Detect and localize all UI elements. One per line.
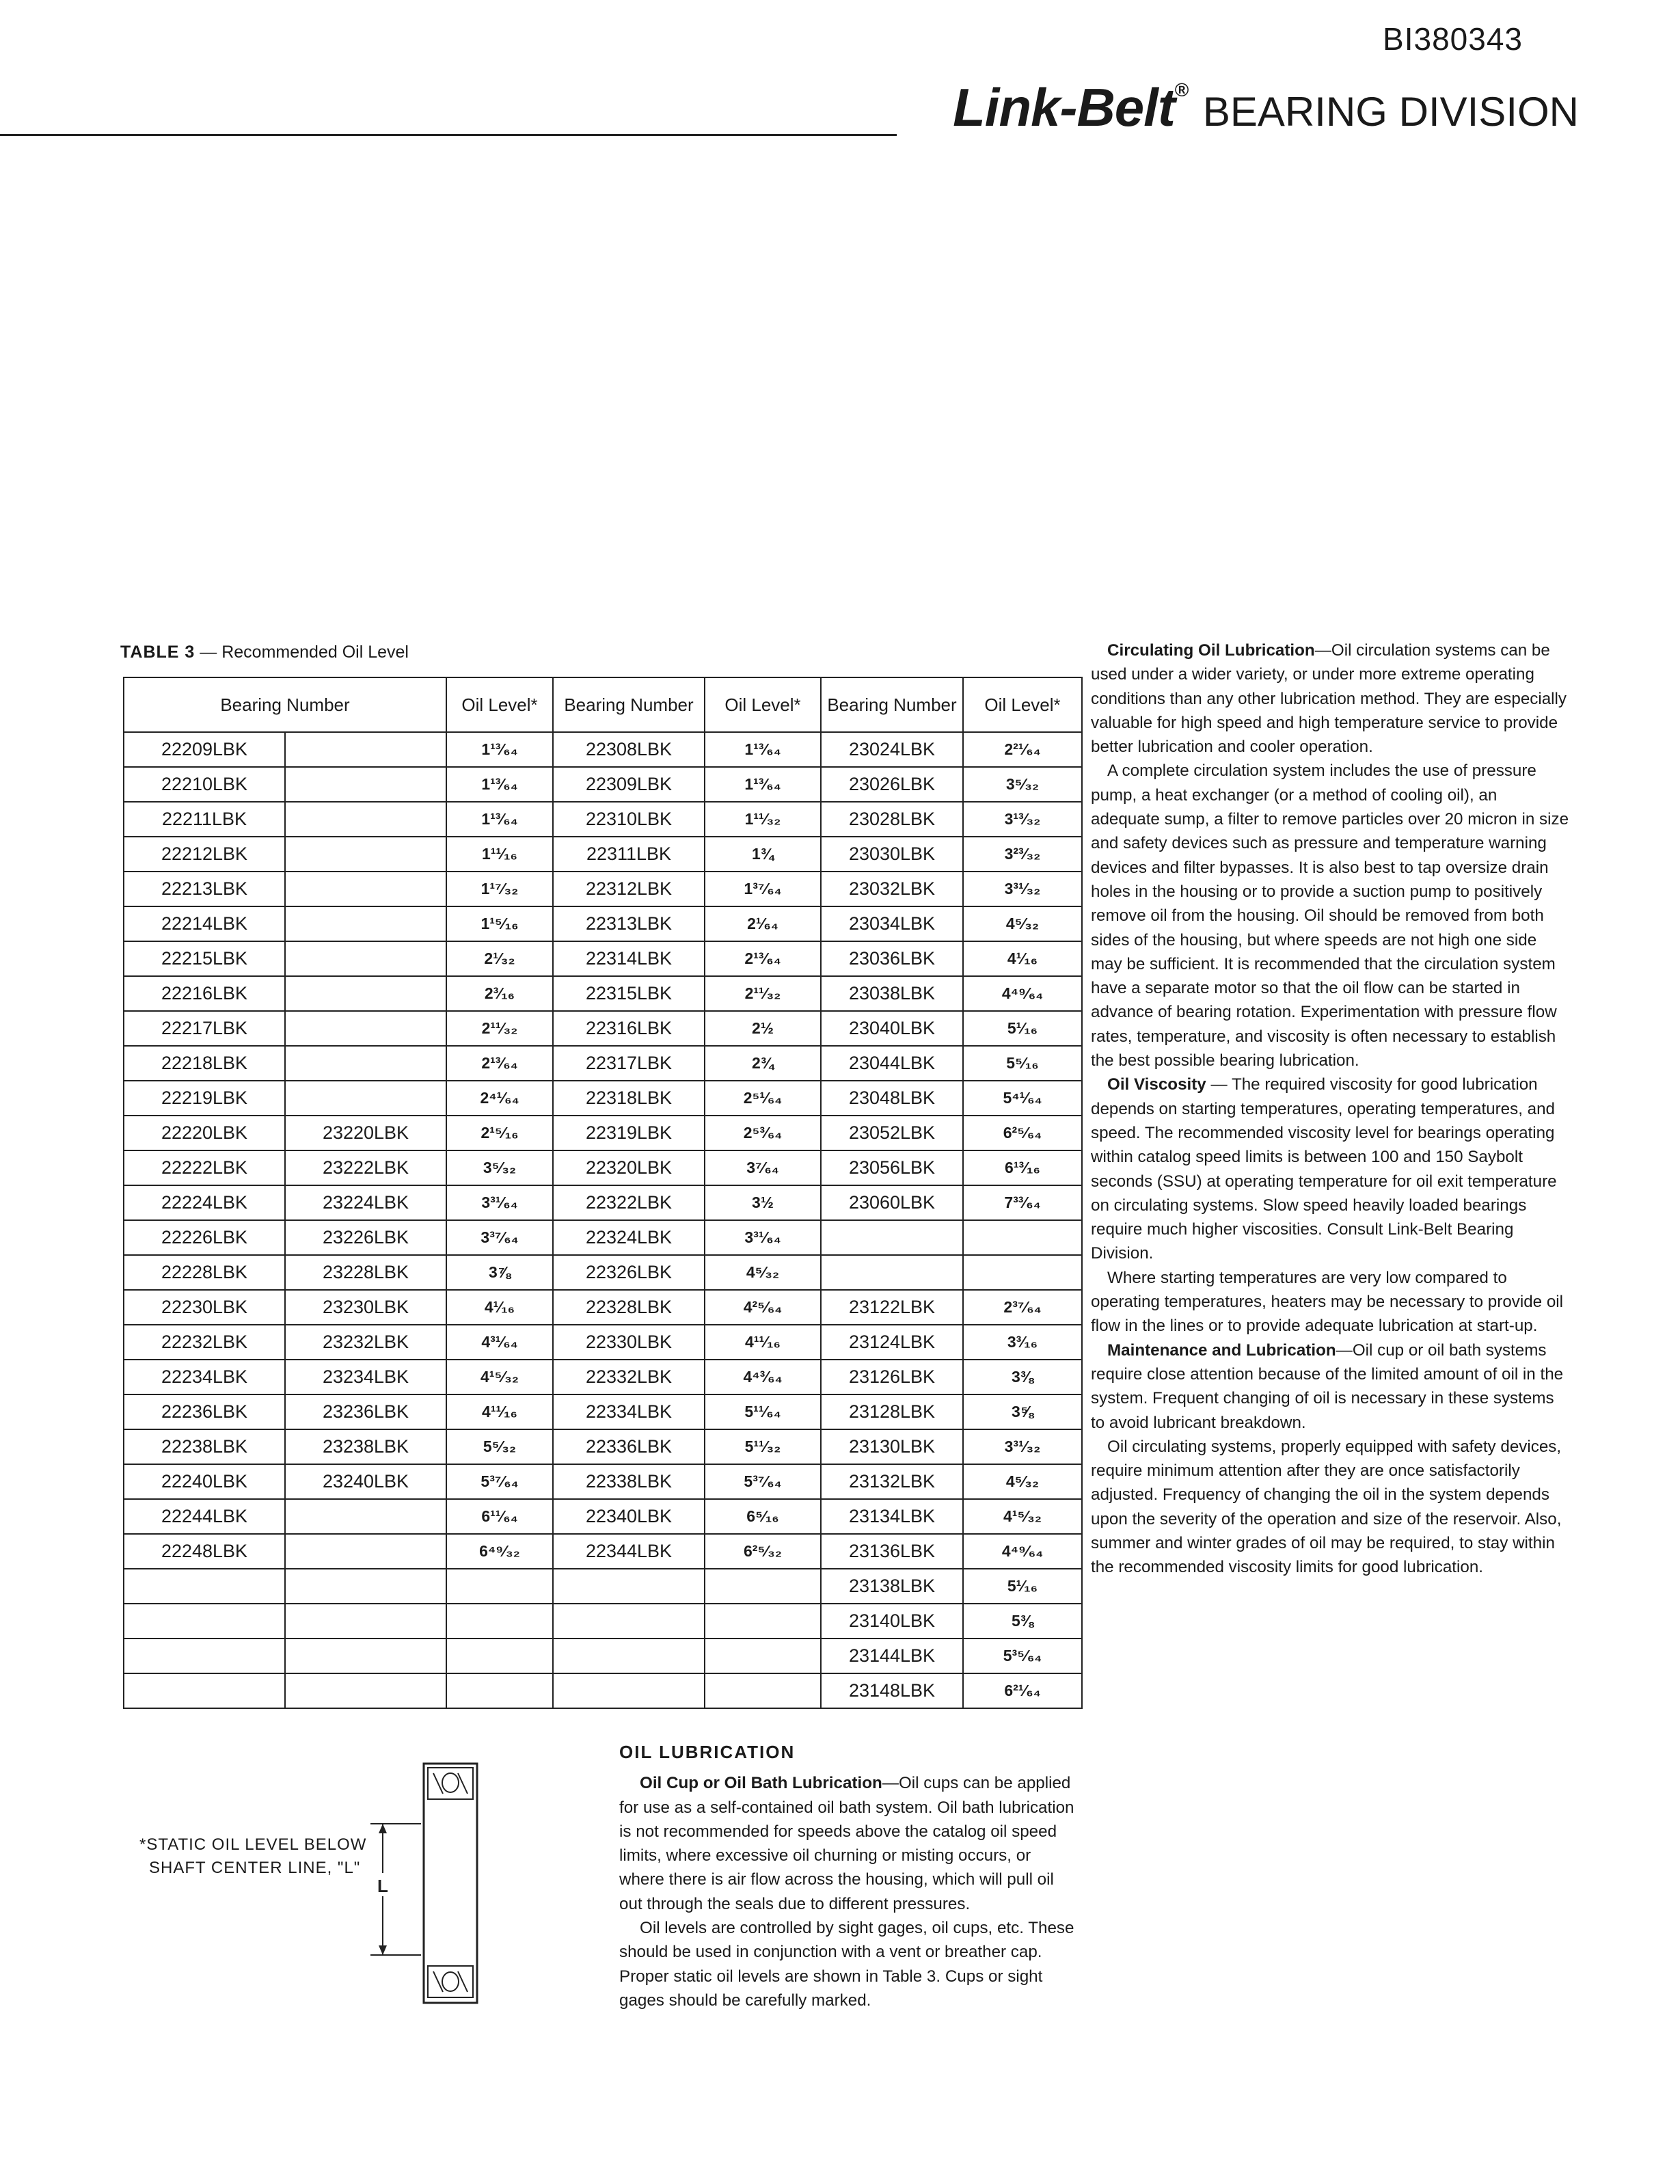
table-row (124, 1360, 1082, 1394)
oil-cup-text: —Oil cups can be applied for use as a self-contained oil bath system. Oil bath lubrication is not recommended for speeds above the catalog oil speed limits, where excessive oil churning or misting occurs, or where there is air flow across the housing, which will pull oil out through the seals due to different pressures. (619, 1774, 1074, 1913)
bearing-number-cell (553, 1604, 705, 1639)
bearing-number-cell: 23128LBK (821, 1394, 963, 1429)
bearing-number-cell: 22228LBK (124, 1255, 285, 1290)
table-row (124, 1673, 1082, 1708)
bearing-number-cell: 23026LBK (821, 767, 963, 802)
bearing-number-cell: 23140LBK (821, 1604, 963, 1639)
static-oil-note-line2: SHAFT CENTER LINE, "L" (149, 1859, 361, 1877)
bearing-number-cell (285, 1046, 446, 1081)
oil-level-cell: 3³¹⁄₃₂ (963, 872, 1082, 906)
bearing-number-cell: 22322LBK (553, 1185, 705, 1220)
bearing-number-cell: 23036LBK (821, 941, 963, 976)
circulating-heading: Circulating Oil Lubrication (1107, 641, 1315, 660)
circulation-system-paragraph: A complete circulation system includes the use of pressure pump, a heat exchanger (or a method of cooling oil), an adequate sump, a filter to remove particles over 20 micron in size and safety devices such as pressure and temperature warning devices and filter bypasses. It is also best to tap oversize drain holes in the housing or to provide a suction pump to positively remove oil from the housing. Oil should be removed from both sides of the housing, but where speeds are not high one side may be sufficient. It is recommended that the circulation system have a separate motor so that the oil flow can be started in advance of bearing rotation. Experimentation with pressure flow rates, temperature, and viscosity is often necessary to establish the best possible bearing lubrication. (1091, 761, 1569, 1070)
bearing-number-cell: 23236LBK (285, 1394, 446, 1429)
bearing-number-cell (285, 1639, 446, 1673)
table-row (124, 1081, 1082, 1116)
oil-level-cell: 5³⁷⁄₆₄ (705, 1464, 821, 1499)
bearing-number-cell: 23234LBK (285, 1360, 446, 1394)
oil-level-cell (705, 1604, 821, 1639)
viscosity-heading: Oil Viscosity (1107, 1075, 1206, 1094)
circulating-text: —Oil circulation systems can be used under a wider variety, or under more extreme operating conditions than any other lubrication method. They are especially valuable for high speed and high temperature service to provide better lubrication and cooler operation. (1091, 641, 1567, 757)
oil-level-cell: 4⁵⁄₃₂ (963, 906, 1082, 941)
bearing-number-cell: 22313LBK (553, 906, 705, 941)
oil-level-cell: 2³⁄₁₆ (446, 976, 553, 1011)
oil-level-cell: 4¹⁵⁄₃₂ (446, 1360, 553, 1394)
oil-level-cell: 1¹³⁄₆₄ (446, 802, 553, 837)
starting-temp-paragraph: Where starting temperatures are very low compared to operating temperatures, heaters may be necessary to provide oil flow in the lines or to provide adequate lubrication at start-up. (1091, 1268, 1564, 1336)
table-header-row (124, 677, 1082, 732)
bearing-number-cell: 23032LBK (821, 872, 963, 906)
oil-level-cell: 1¹³⁄₆₄ (705, 767, 821, 802)
bearing-number-cell: 23124LBK (821, 1325, 963, 1360)
oil-level-cell: 4¹¹⁄₁₆ (705, 1325, 821, 1360)
bearing-number-cell: 22217LBK (124, 1011, 285, 1046)
bearing-number-cell (821, 1255, 963, 1290)
bearing-number-cell: 23024LBK (821, 732, 963, 767)
oil-level-cell: 5¹⁄₁₆ (963, 1569, 1082, 1604)
bearing-number-cell: 22330LBK (553, 1325, 705, 1360)
oil-level-cell: 3³¹⁄₃₂ (963, 1429, 1082, 1464)
bearing-number-cell: 22214LBK (124, 906, 285, 941)
oil-level-cell: 2²¹⁄₆₄ (963, 732, 1082, 767)
oil-level-cell (705, 1673, 821, 1708)
bearing-number-cell: 23028LBK (821, 802, 963, 837)
oil-level-cell: 6²⁵⁄₆₄ (963, 1116, 1082, 1150)
oil-level-cell (446, 1639, 553, 1673)
bearing-number-cell (285, 837, 446, 872)
bearing-number-cell (553, 1673, 705, 1708)
table-row (124, 1394, 1082, 1429)
bearing-number-cell: 23048LBK (821, 1081, 963, 1116)
oil-level-cell: 1¹⁵⁄₁₆ (446, 906, 553, 941)
oil-level-cell (963, 1255, 1082, 1290)
bearing-number-cell: 23060LBK (821, 1185, 963, 1220)
bearing-number-cell: 22224LBK (124, 1185, 285, 1220)
oil-level-cell: 3²³⁄₃₂ (963, 837, 1082, 872)
bearing-number-cell: 22314LBK (553, 941, 705, 976)
bearing-cross-section-diagram (362, 1757, 499, 2017)
header-oil-level-2: Oil Level* (705, 677, 821, 732)
oil-level-cell: 3³¹⁄₆₄ (705, 1220, 821, 1255)
bearing-number-cell: 22216LBK (124, 976, 285, 1011)
oil-level-cell: 2¹⁄₆₄ (705, 906, 821, 941)
bearing-number-cell: 22234LBK (124, 1360, 285, 1394)
oil-cup-heading: Oil Cup or Oil Bath Lubrication (640, 1774, 882, 1793)
oil-level-cell: 3⁷⁄₆₄ (705, 1150, 821, 1185)
doc-id: BI380343 (1383, 21, 1523, 57)
maintenance-text: —Oil cup or oil bath systems require close attention because of the limited amount of oil in the system. Frequent changing of oil is necessary in these systems to avoid lubricant breakdown. (1091, 1340, 1564, 1432)
oil-level-cell: 3³¹⁄₆₄ (446, 1185, 553, 1220)
table-row (124, 1464, 1082, 1499)
oil-level-cell: 1¹³⁄₆₄ (705, 732, 821, 767)
table-row (124, 837, 1082, 872)
oil-level-cell: 2¹⁵⁄₁₆ (446, 1116, 553, 1150)
oil-level-cell: 4⁵⁄₃₂ (963, 1464, 1082, 1499)
oil-level-cell (963, 1220, 1082, 1255)
bearing-number-cell: 22230LBK (124, 1290, 285, 1325)
oil-level-cell: 3³⁷⁄₆₄ (446, 1220, 553, 1255)
oil-level-cell: 2¹¹⁄₃₂ (705, 976, 821, 1011)
oil-level-cell: 2¹³⁄₆₄ (705, 941, 821, 976)
bearing-number-cell (285, 1081, 446, 1116)
header-bearing-number: Bearing Number (124, 677, 446, 732)
oil-level-cell: 1¹¹⁄₃₂ (705, 802, 821, 837)
bearing-number-cell: 22320LBK (553, 1150, 705, 1185)
bearing-number-cell: 23136LBK (821, 1534, 963, 1569)
bearing-number-cell (285, 1604, 446, 1639)
right-column (1091, 638, 1569, 1580)
bearing-number-cell: 22318LBK (553, 1081, 705, 1116)
bearing-number-cell (124, 1604, 285, 1639)
oil-level-cell: 2¾ (705, 1046, 821, 1081)
oil-levels-paragraph: Oil levels are controlled by sight gages, oil cups, etc. These should be used in conjunction with a vent or breather cap. Proper static oil levels are shown in Table 3. Cups or sight gages should be carefully marked. (619, 1919, 1074, 2010)
oil-level-cell: 5⁴¹⁄₆₄ (963, 1081, 1082, 1116)
oil-level-cell: 3⁵⁄₃₂ (963, 767, 1082, 802)
table-row (124, 1290, 1082, 1325)
bearing-number-cell (285, 802, 446, 837)
table-row (124, 941, 1082, 976)
table-row (124, 906, 1082, 941)
oil-level-table (123, 677, 1083, 1709)
table-row (124, 1150, 1082, 1185)
bearing-number-cell: 23044LBK (821, 1046, 963, 1081)
bearing-number-cell: 22232LBK (124, 1325, 285, 1360)
bearing-number-cell: 23238LBK (285, 1429, 446, 1464)
bearing-number-cell: 22213LBK (124, 872, 285, 906)
table-row (124, 872, 1082, 906)
oil-level-cell: 2½ (705, 1011, 821, 1046)
oil-level-cell: 3⅜ (963, 1360, 1082, 1394)
oil-level-cell: 4⁴⁹⁄₆₄ (963, 1534, 1082, 1569)
table-row (124, 1046, 1082, 1081)
bearing-number-cell: 22236LBK (124, 1394, 285, 1429)
bearing-number-cell: 22328LBK (553, 1290, 705, 1325)
maintenance-heading: Maintenance and Lubrication (1107, 1340, 1336, 1360)
table-body (124, 732, 1082, 1708)
bearing-number-cell: 23222LBK (285, 1150, 446, 1185)
oil-level-cell: 7³³⁄₆₄ (963, 1185, 1082, 1220)
bearing-number-cell: 23034LBK (821, 906, 963, 941)
bearing-number-cell: 22340LBK (553, 1499, 705, 1534)
bearing-number-cell (285, 1534, 446, 1569)
table-row (124, 1325, 1082, 1360)
bearing-number-cell: 22211LBK (124, 802, 285, 837)
table-row (124, 976, 1082, 1011)
bearing-number-cell: 23132LBK (821, 1464, 963, 1499)
header-bearing-number-3: Bearing Number (821, 677, 963, 732)
bearing-number-cell: 22316LBK (553, 1011, 705, 1046)
bearing-number-cell: 22222LBK (124, 1150, 285, 1185)
bearing-number-cell: 23134LBK (821, 1499, 963, 1534)
bearing-number-cell: 23240LBK (285, 1464, 446, 1499)
bearing-number-cell (821, 1220, 963, 1255)
table-row (124, 1499, 1082, 1534)
bearing-number-cell (285, 1673, 446, 1708)
bearing-number-cell: 23144LBK (821, 1639, 963, 1673)
oil-level-cell: 4¹⁵⁄₃₂ (963, 1499, 1082, 1534)
oil-lubrication-section (619, 1740, 1079, 2012)
table-row (124, 1220, 1082, 1255)
oil-level-cell: 6²¹⁄₆₄ (963, 1673, 1082, 1708)
oil-level-cell: 6¹³⁄₁₆ (963, 1150, 1082, 1185)
oil-level-cell (446, 1673, 553, 1708)
table-row (124, 1255, 1082, 1290)
bearing-number-cell (124, 1639, 285, 1673)
oil-level-cell (446, 1604, 553, 1639)
bearing-number-cell: 22226LBK (124, 1220, 285, 1255)
bearing-number-cell: 22332LBK (553, 1360, 705, 1394)
table-row (124, 802, 1082, 837)
bearing-number-cell: 22311LBK (553, 837, 705, 872)
bearing-number-cell: 22209LBK (124, 732, 285, 767)
bearing-number-cell: 23232LBK (285, 1325, 446, 1360)
bearing-number-cell: 23230LBK (285, 1290, 446, 1325)
table-row (124, 767, 1082, 802)
oil-level-cell: 4⁴³⁄₆₄ (705, 1360, 821, 1394)
oil-level-cell: 4¹⁄₁₆ (963, 941, 1082, 976)
oil-level-cell: 5³⁷⁄₆₄ (446, 1464, 553, 1499)
oil-level-cell: 4³¹⁄₆₄ (446, 1325, 553, 1360)
bearing-number-cell: 23030LBK (821, 837, 963, 872)
oil-level-cell: 2¹³⁄₆₄ (446, 1046, 553, 1081)
bearing-number-cell (285, 1499, 446, 1534)
bearing-number-cell: 22338LBK (553, 1464, 705, 1499)
oil-level-cell: 5¹⁄₁₆ (963, 1011, 1082, 1046)
bearing-number-cell (285, 906, 446, 941)
table-row (124, 1429, 1082, 1464)
table-row (124, 1569, 1082, 1604)
table-row (124, 1011, 1082, 1046)
bearing-number-cell: 23148LBK (821, 1673, 963, 1708)
viscosity-text: — The required viscosity for good lubrication depends on starting temperatures, operating temperatures, and speed. The recommended viscosity level for bearings operating within catalog speed limits is between 100 and 150 Saybolt seconds (SSU) at operating temperature for oil exit temperature on circulating systems. Slow speed heavily loaded bearings require much higher viscosities. Consult Link-Belt Bearing Division. (1091, 1075, 1557, 1263)
bearing-number-cell: 22210LBK (124, 767, 285, 802)
oil-level-cell: 5³⁵⁄₆₄ (963, 1639, 1082, 1673)
bearing-number-cell (285, 732, 446, 767)
oil-level-cell: 5⁵⁄₁₆ (963, 1046, 1082, 1081)
bearing-number-cell (553, 1639, 705, 1673)
oil-level-cell (705, 1639, 821, 1673)
bearing-number-cell (285, 1569, 446, 1604)
oil-level-cell: 6¹¹⁄₆₄ (446, 1499, 553, 1534)
oil-level-cell: 1¹³⁄₆₄ (446, 767, 553, 802)
bearing-number-cell: 22220LBK (124, 1116, 285, 1150)
oil-lubrication-heading: OIL LUBRICATION (619, 1742, 796, 1762)
oil-level-cell: 2³⁷⁄₆₄ (963, 1290, 1082, 1325)
oil-level-cell: 1¹¹⁄₁₆ (446, 837, 553, 872)
oil-level-cell: 3⅞ (446, 1255, 553, 1290)
bearing-number-cell: 23130LBK (821, 1429, 963, 1464)
oil-level-cell: 5⅜ (963, 1604, 1082, 1639)
bearing-number-cell: 22344LBK (553, 1534, 705, 1569)
bearing-number-cell (124, 1569, 285, 1604)
static-oil-note-line1: *STATIC OIL LEVEL BELOW (139, 1835, 367, 1854)
oil-level-cell: 5¹¹⁄₆₄ (705, 1394, 821, 1429)
bearing-number-cell: 22317LBK (553, 1046, 705, 1081)
oil-circulating-paragraph: Oil circulating systems, properly equipped with safety devices, require minimum attention after they are once satisfactorily adjusted. Frequency of changing the oil in the system depends upon the severity of the operation and size of the reservoir. Also, summer and winter grades of oil may be required, to stay within the recommended viscosity limits for good lubrication. (1091, 1437, 1562, 1577)
table-row (124, 1604, 1082, 1639)
bearing-number-cell (285, 767, 446, 802)
bearing-number-cell: 23052LBK (821, 1116, 963, 1150)
bearing-number-cell: 23056LBK (821, 1150, 963, 1185)
bearing-number-cell: 22308LBK (553, 732, 705, 767)
bearing-number-cell (285, 941, 446, 976)
bearing-number-cell: 23138LBK (821, 1569, 963, 1604)
table-caption: — Recommended Oil Level (200, 643, 409, 662)
table-row (124, 1185, 1082, 1220)
oil-level-cell: 2⁵³⁄₆₄ (705, 1116, 821, 1150)
static-oil-note (139, 1833, 366, 1880)
bearing-number-cell: 22336LBK (553, 1429, 705, 1464)
oil-level-cell: 2⁴¹⁄₆₄ (446, 1081, 553, 1116)
bearing-number-cell: 22319LBK (553, 1116, 705, 1150)
oil-level-cell (705, 1569, 821, 1604)
header-oil-level-1: Oil Level* (446, 677, 553, 732)
bearing-number-cell: 22215LBK (124, 941, 285, 976)
oil-level-cell: 5⁵⁄₃₂ (446, 1429, 553, 1464)
header-oil-level-3: Oil Level* (963, 677, 1082, 732)
table-row (124, 1534, 1082, 1569)
bearing-number-cell: 22248LBK (124, 1534, 285, 1569)
bearing-number-cell (285, 872, 446, 906)
bearing-number-cell: 22219LBK (124, 1081, 285, 1116)
bearing-number-cell: 22334LBK (553, 1394, 705, 1429)
bearing-number-cell: 23220LBK (285, 1116, 446, 1150)
oil-level-cell: 1¾ (705, 837, 821, 872)
table-title (120, 643, 409, 662)
table-number: TABLE 3 (120, 643, 195, 662)
bearing-number-cell (285, 1011, 446, 1046)
bearing-number-cell: 22312LBK (553, 872, 705, 906)
oil-level-cell: 4⁵⁄₃₂ (705, 1255, 821, 1290)
oil-level-cell: 4²⁵⁄₆₄ (705, 1290, 821, 1325)
oil-level-cell: 3⅝ (963, 1394, 1082, 1429)
bearing-number-cell: 23224LBK (285, 1185, 446, 1220)
oil-level-cell: 1¹³⁄₆₄ (446, 732, 553, 767)
bearing-number-cell: 22324LBK (553, 1220, 705, 1255)
bearing-number-cell: 22309LBK (553, 767, 705, 802)
oil-level-cell (446, 1569, 553, 1604)
bearing-number-cell: 22326LBK (553, 1255, 705, 1290)
bearing-number-cell: 22218LBK (124, 1046, 285, 1081)
header-bearing-number-2: Bearing Number (553, 677, 705, 732)
oil-level-cell: 6⁴⁹⁄₃₂ (446, 1534, 553, 1569)
bearing-number-cell: 22315LBK (553, 976, 705, 1011)
bearing-number-cell: 22238LBK (124, 1429, 285, 1464)
oil-level-cell: 4⁴⁹⁄₆₄ (963, 976, 1082, 1011)
table-row (124, 1116, 1082, 1150)
bearing-number-cell (124, 1673, 285, 1708)
oil-level-cell: 3¹³⁄₃₂ (963, 802, 1082, 837)
bearing-number-cell (553, 1569, 705, 1604)
bearing-number-cell: 23040LBK (821, 1011, 963, 1046)
header-rule (0, 134, 897, 136)
oil-level-cell: 1¹⁷⁄₃₂ (446, 872, 553, 906)
oil-level-cell: 4¹¹⁄₁₆ (446, 1394, 553, 1429)
oil-level-cell: 6²⁵⁄₃₂ (705, 1534, 821, 1569)
bearing-number-cell: 23228LBK (285, 1255, 446, 1290)
oil-level-cell: 3⁵⁄₃₂ (446, 1150, 553, 1185)
bearing-number-cell: 23038LBK (821, 976, 963, 1011)
bearing-number-cell: 22212LBK (124, 837, 285, 872)
dim-label-l: L (377, 1876, 388, 1896)
brand (953, 77, 1579, 137)
registered-mark: ® (1174, 79, 1189, 100)
maintenance-paragraph (1091, 1338, 1569, 1435)
oil-level-cell: 6⁵⁄₁₆ (705, 1499, 821, 1534)
bearing-number-cell: 22310LBK (553, 802, 705, 837)
brand-logo: Link-Belt (953, 77, 1175, 137)
table-row (124, 732, 1082, 767)
bearing-number-cell: 23126LBK (821, 1360, 963, 1394)
oil-level-cell: 3³⁄₁₆ (963, 1325, 1082, 1360)
oil-level-cell: 3½ (705, 1185, 821, 1220)
brand-division: BEARING DIVISION (1202, 89, 1579, 135)
oil-cup-paragraph (619, 1771, 1079, 1916)
oil-level-cell: 5¹¹⁄₃₂ (705, 1429, 821, 1464)
oil-level-cell: 2¹⁄₃₂ (446, 941, 553, 976)
oil-level-cell: 2⁵¹⁄₆₄ (705, 1081, 821, 1116)
bearing-number-cell: 23226LBK (285, 1220, 446, 1255)
oil-level-cell: 2¹¹⁄₃₂ (446, 1011, 553, 1046)
bearing-number-cell: 22244LBK (124, 1499, 285, 1534)
bearing-number-cell: 22240LBK (124, 1464, 285, 1499)
bearing-number-cell (285, 976, 446, 1011)
viscosity-paragraph (1091, 1073, 1569, 1265)
oil-level-cell: 1³⁷⁄₆₄ (705, 872, 821, 906)
bearing-number-cell: 23122LBK (821, 1290, 963, 1325)
circulating-paragraph (1091, 638, 1569, 759)
table-row (124, 1639, 1082, 1673)
oil-level-cell: 4¹⁄₁₆ (446, 1290, 553, 1325)
